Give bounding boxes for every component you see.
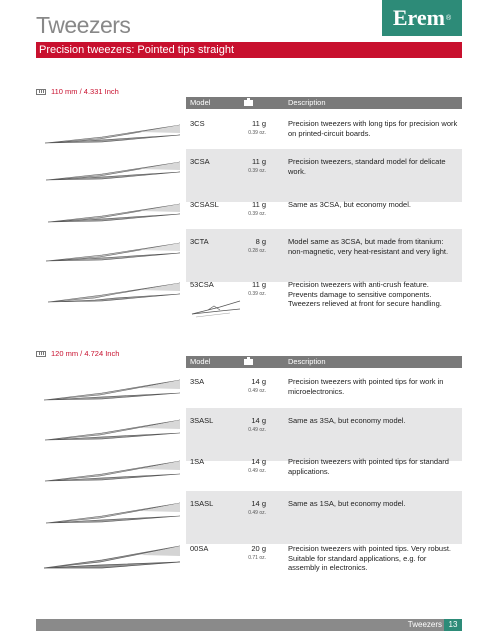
column-model: Model (190, 98, 211, 107)
tweezers-3sasl-image (40, 412, 180, 446)
weight-ounces: 0.39 oz. (248, 291, 266, 297)
model-code: 3SASL (190, 416, 214, 425)
section-banner: Precision tweezers: Pointed tips straight (36, 42, 462, 58)
description-text: Precision tweezers with long tips for precision work on printed-circuit boards. (288, 119, 458, 138)
size-label-120 (36, 349, 119, 358)
page-footer (36, 619, 462, 631)
weight-grams: 14 g (251, 499, 266, 508)
weight-grams: 11 g (251, 157, 266, 166)
model-code: 3CSA (190, 157, 210, 166)
weight-ounces: 0.39 oz. (248, 130, 266, 136)
weight-grams: 20 g (251, 544, 266, 553)
weight-ounces: 0.49 oz. (248, 468, 266, 474)
tweezers-3cta-image (40, 233, 180, 267)
description-text: Precision tweezers with pointed tips. Very robust. Suitable for standard applications, e.g. for assembly in electronics. (288, 544, 451, 572)
description-text: Model same as 3CSA, but made from titanium: non-magnetic, very heat-resistant and very light. (288, 237, 449, 256)
page-title: Tweezers (36, 12, 131, 38)
column-description: Description (288, 98, 326, 107)
anti-crush-detail-drawing (190, 297, 242, 319)
model-code: 1SASL (190, 499, 214, 508)
weight-grams: 14 g (251, 457, 266, 466)
tweezers-53csa-image (40, 274, 180, 308)
column-description: Description (288, 357, 326, 366)
weight-column-icon (241, 97, 255, 109)
description-text: Precision tweezers, standard model for delicate work. (288, 157, 446, 176)
weight-grams: 11 g (251, 280, 266, 289)
model-code: 00SA (190, 544, 209, 553)
column-model: Model (190, 357, 211, 366)
size-label-text: 110 mm / 4.331 Inch (51, 87, 119, 96)
weight-ounces: 0.49 oz. (248, 510, 266, 516)
weight-grams: 14 g (251, 416, 266, 425)
description-text: Same as 3SA, but economy model. (288, 416, 406, 425)
erem-logo (382, 0, 462, 36)
ruler-icon (36, 351, 46, 357)
description-text: Same as 3CSA, but economy model. (288, 200, 411, 209)
registered-mark: ® (445, 14, 452, 22)
weight-ounces: 0.28 oz. (248, 248, 266, 254)
weight-column-icon (241, 356, 255, 368)
model-code: 3CS (190, 119, 205, 128)
table-row (186, 536, 462, 589)
model-code: 3CSASL (190, 200, 219, 209)
model-code: 3SA (190, 377, 205, 386)
description-text: Precision tweezers with anti-crush feature. Prevents damage to sensitive components. Tweezers relieved at front for secure handling. (288, 280, 442, 308)
weight-ounces: 0.49 oz. (248, 427, 266, 433)
weight-grams: 8 g (255, 237, 266, 246)
model-code: 1SA (190, 457, 205, 466)
size-label-text: 120 mm / 4.724 Inch (51, 349, 120, 358)
model-code: 3CTA (190, 237, 209, 246)
scale-icon (244, 359, 253, 365)
footer-label: Tweezers (407, 620, 442, 629)
tweezers-00sa-image (40, 540, 180, 574)
weight-grams: 11 g (251, 200, 266, 209)
scale-icon (244, 100, 253, 106)
tweezers-1sasl-image (40, 495, 180, 529)
weight-grams: 14 g (251, 377, 266, 386)
weight-ounces: 0.49 oz. (248, 388, 266, 394)
table-header (186, 97, 462, 109)
tweezers-3sa-image (40, 372, 180, 406)
model-code: 53CSA (190, 280, 214, 289)
weight-grams: 11 g (251, 119, 266, 128)
tweezers-3csasl-image (40, 194, 180, 228)
tweezers-3cs-image (40, 115, 180, 149)
size-label-110 (36, 87, 119, 96)
weight-ounces: 0.71 oz. (248, 555, 266, 561)
logo-text: Erem (392, 5, 445, 30)
table-header (186, 356, 462, 368)
description-text: Precision tweezers with pointed tips for work in microelectronics. (288, 377, 444, 396)
tweezers-3csa-image (40, 152, 180, 186)
weight-ounces: 0.39 oz. (248, 168, 266, 174)
description-text: Precision tweezers with pointed tips for standard applications. (288, 457, 449, 476)
tweezers-1sa-image (40, 453, 180, 487)
page-number: 13 (444, 619, 462, 631)
description-text: Same as 1SA, but economy model. (288, 499, 406, 508)
ruler-icon (36, 89, 46, 95)
weight-ounces: 0.39 oz. (248, 211, 266, 217)
